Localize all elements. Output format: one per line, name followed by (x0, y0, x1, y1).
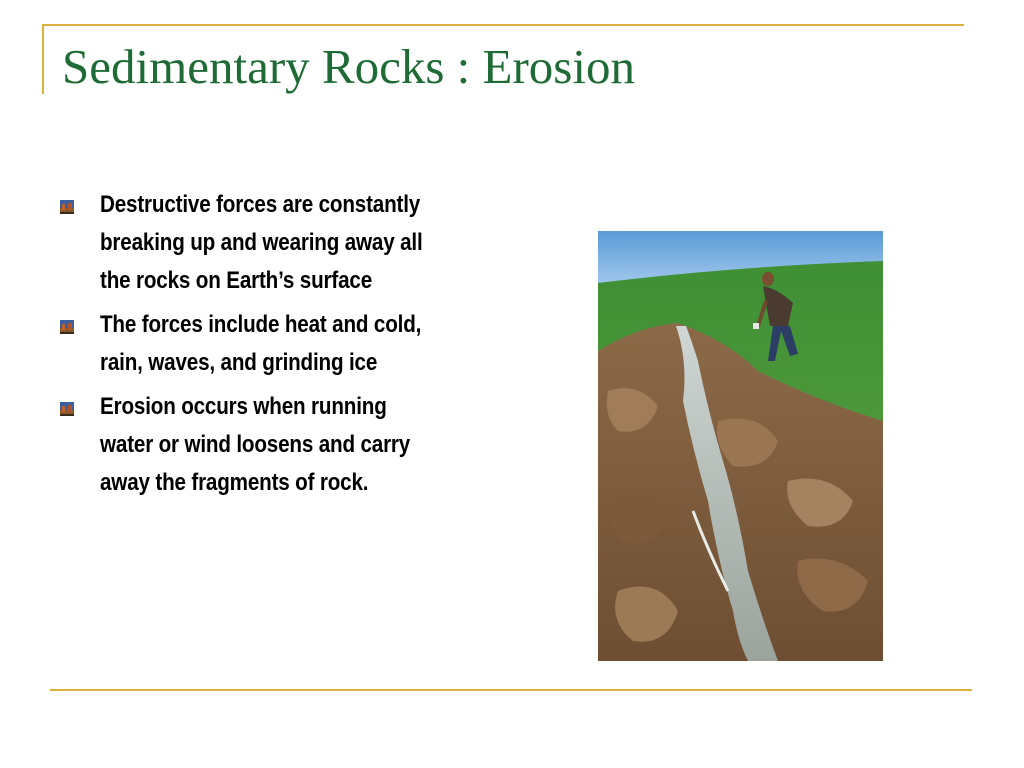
frame-left-line (42, 24, 44, 94)
landscape-bullet-icon (60, 200, 74, 214)
bullet-item (60, 306, 500, 382)
bullet-text: Destructive forces are constantly breaking up and wearing away all the rocks on Earth’s surface (100, 191, 423, 294)
bullet-item (60, 388, 500, 502)
landscape-bullet-icon (60, 402, 74, 416)
frame-bottom-line (50, 689, 972, 691)
bullet-item (60, 186, 500, 300)
slide-title: Sedimentary Rocks : Erosion (62, 39, 635, 94)
bullet-text: The forces include heat and cold, rain, waves, and grinding ice (100, 311, 422, 376)
bullet-text: Erosion occurs when running water or wind loosens and carry away the fragments of rock. (100, 393, 411, 496)
landscape-bullet-icon (60, 320, 74, 334)
erosion-gully-photo (598, 231, 883, 661)
frame-top-line (42, 24, 964, 26)
bullet-list (60, 186, 500, 508)
